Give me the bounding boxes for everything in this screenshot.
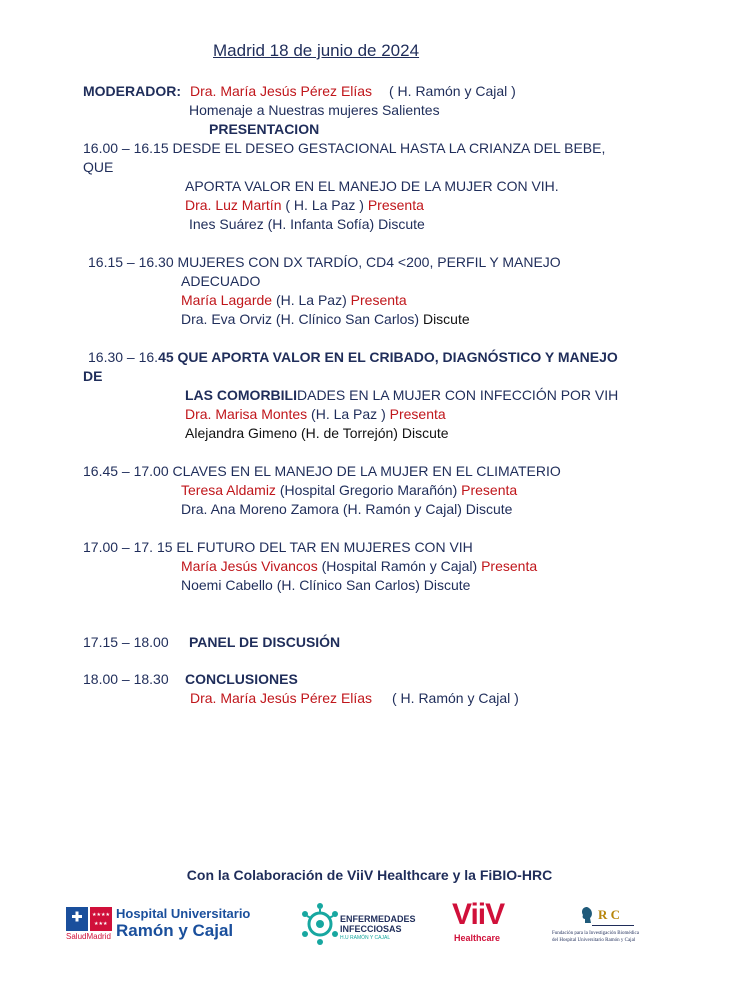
presenter-role: Presenta <box>346 292 407 308</box>
session1-title-cont1: QUE <box>83 159 114 175</box>
presenter-hospital: (Hospital Gregorio Marañón) <box>275 482 458 498</box>
session3-cont2-bold: LAS COMORBILI <box>185 387 297 403</box>
logo2-small: H.U RAMÓN Y CAJAL <box>340 935 391 941</box>
session1-presenter <box>185 196 424 214</box>
fibio-profile-icon <box>578 905 596 925</box>
discussant-role: Discute <box>419 311 470 327</box>
discussant-hospital: (H. Clínico San Carlos) <box>272 577 420 593</box>
conclusions-time: 18.00 – 18.30 <box>83 671 169 687</box>
logo-fibio-hrc <box>552 905 687 953</box>
session4-title: 16.45 – 17.00 CLAVES EN EL MANEJO DE LA MUJER EN EL CLIMATERIO <box>83 463 561 479</box>
conclusions-name: Dra. María Jesús Pérez Elías <box>190 690 373 706</box>
presenter-hospital: (H. La Paz ) <box>307 406 386 422</box>
session3-time-start: 16.30 – 16. <box>88 349 159 365</box>
session1-title: 16.00 – 16.15 DESDE EL DESEO GESTACIONAL HASTA LA CRIANZA DEL BEBE, <box>83 140 606 156</box>
presenter-hospital: (Hospital Ramón y Cajal) <box>317 558 478 574</box>
logo2-line1: ENFERMEDADES <box>340 914 416 924</box>
discussant-name: Alejandra Gimeno <box>185 425 298 441</box>
discussant-name: Ines Suárez <box>189 216 264 232</box>
moderator-name: Dra. María Jesús Pérez Elías <box>190 83 373 99</box>
moderator-label: MODERADOR: <box>83 83 181 99</box>
discussant-role: Discute <box>461 501 513 517</box>
session5-discussant <box>181 576 470 594</box>
discussant-hospital: (H. Infanta Sofía) <box>263 216 375 232</box>
panel-time: 17.15 – 18.00 <box>83 634 169 650</box>
presenter-hospital: (H. La Paz) <box>272 292 347 308</box>
viiv-wordmark: ViiV <box>452 898 505 931</box>
saludmadrid-label: SaludMadrid <box>66 932 111 941</box>
session2-title-cont: ADECUADO <box>181 273 261 289</box>
viiv-sub: Healthcare <box>454 933 501 943</box>
presenter-name: María Lagarde <box>181 292 273 308</box>
conclusions-title: CONCLUSIONES <box>185 671 298 687</box>
discussant-hospital: (H. Ramón y Cajal) <box>338 501 462 517</box>
session3-time-end-title: 45 QUE APORTA VALOR EN EL CRIBADO, DIAGNÓSTICO Y MANEJO <box>158 349 618 365</box>
session3-presenter <box>185 405 446 423</box>
discussant-role: Discute <box>419 577 471 593</box>
presenter-name: Dra. Marisa Montes <box>185 406 308 422</box>
logo2-line2: INFECCIOSAS <box>340 924 402 934</box>
presenter-name: Dra. Luz Martín <box>185 197 282 213</box>
session3-title-cont1: DE <box>83 368 103 384</box>
logo-viiv-healthcare <box>452 898 512 950</box>
presenter-hospital: ( H. La Paz ) <box>281 197 364 213</box>
svg-text:★★★★: ★★★★ <box>92 912 110 918</box>
logo1-line2: Ramón y Cajal <box>116 921 234 940</box>
discussant-name: Dra. Ana Moreno Zamora <box>181 501 339 517</box>
session1-discussant <box>189 215 425 233</box>
session5-title: 17.00 – 17. 15 EL FUTURO DEL TAR EN MUJERES CON VIH <box>83 539 473 555</box>
discussant-role: Discute <box>397 425 449 441</box>
session2-presenter <box>181 291 407 309</box>
comunidad-madrid-flag-icon <box>66 907 112 933</box>
session3-title-cont2 <box>185 386 618 404</box>
session4-discussant <box>181 500 512 518</box>
session2-title: 16.15 – 16.30 MUJERES CON DX TARDÍO, CD4 <200, PERFIL Y MANEJO <box>88 254 561 270</box>
presenter-name: María Jesús Vivancos <box>181 558 318 574</box>
session5-presenter <box>181 557 537 575</box>
session3-title <box>88 348 618 366</box>
discussant-hospital: (H. de Torrejón) <box>297 425 398 441</box>
presenter-role: Presenta <box>385 406 446 422</box>
logo1-line1: Hospital Universitario <box>116 906 251 921</box>
logo-hospital-ramon-y-cajal <box>66 905 266 945</box>
moderator-hospital: ( H. Ramón y Cajal ) <box>389 83 516 99</box>
fibio-line2: del Hospital Universitario Ramón y Cajal <box>552 938 636 943</box>
presentation-heading: PRESENTACION <box>209 121 320 137</box>
session2-discussant <box>181 310 470 328</box>
logo-enfermedades-infecciosas <box>300 900 420 948</box>
moderator-tribute: Homenaje a Nuestras mujeres Salientes <box>189 102 440 118</box>
discussant-hospital: (H. Clínico San Carlos) <box>272 311 420 327</box>
panel-title: PANEL DE DISCUSIÓN <box>189 634 341 650</box>
collaboration-note: Con la Colaboración de ViiV Healthcare y la FiBIO-HRC <box>186 867 553 883</box>
presenter-role: Presenta <box>363 197 424 213</box>
discussant-name: Dra. Eva Orviz <box>181 311 273 327</box>
page-title: Madrid 18 de junio de 2024 <box>213 41 420 60</box>
discussant-role: Discute <box>374 216 425 232</box>
virus-icon <box>300 900 340 946</box>
svg-text:★★★: ★★★ <box>94 921 108 927</box>
fibio-divider <box>592 925 634 926</box>
presenter-name: Teresa Aldamiz <box>181 482 276 498</box>
session3-discussant <box>185 424 449 442</box>
presenter-role: Presenta <box>457 482 518 498</box>
fibio-mark: R C <box>598 907 621 922</box>
session1-title-cont2: APORTA VALOR EN EL MANEJO DE LA MUJER CON VIH. <box>185 178 559 194</box>
session4-presenter <box>181 481 517 499</box>
session3-cont2-regular: DADES EN LA MUJER CON INFECCIÓN POR VIH <box>297 387 619 403</box>
conclusions-hospital: ( H. Ramón y Cajal ) <box>392 690 519 706</box>
fibio-line1: Fundación para la Investigación Biomédica <box>552 931 639 936</box>
discussant-name: Noemi Cabello <box>181 577 273 593</box>
presenter-role: Presenta <box>477 558 538 574</box>
